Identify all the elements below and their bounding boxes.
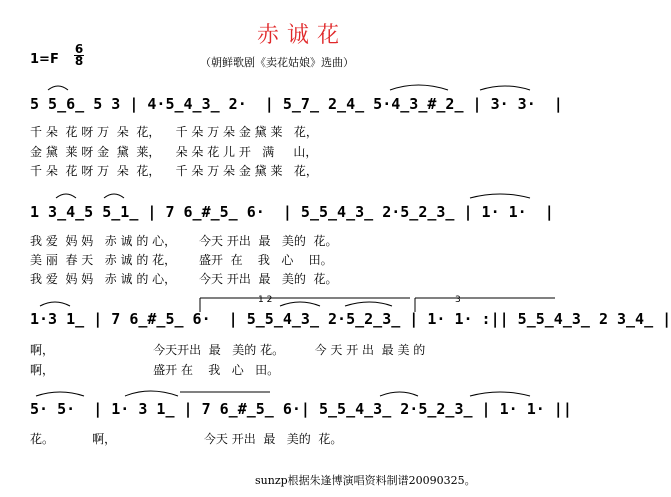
slur: [480, 86, 530, 90]
lyric-line-3-2: 啊， 盛开 在 我 心 田。: [30, 363, 280, 377]
lyric-line-4-1: 花。 啊， 今天 开出 最 美的 花。: [30, 432, 343, 446]
meter-bottom: 8: [74, 54, 84, 68]
slur: [56, 194, 76, 198]
song-title: 赤诚花: [256, 23, 347, 48]
slur: [280, 302, 320, 306]
notation-line-2: 1 3̲4̲5 5̲1̲ | 7 6̲#̲5̲ 6· | 5̲5̲4̲3̲ 2·5̲2̲3̲ | 1· 1· |: [30, 203, 554, 221]
notation-line-1: 5 5̲6̲ 5 3 | 4·5̲4̲3̲ 2· | 5̲7̲ 2̲4̲ 5·4̲3̲#̲2̲ | 3· 3· |: [30, 95, 563, 113]
notation-line-3: 1·3 1̲ | 7 6̲#̲5̲ 6· | 5̲5̲4̲3̲ 2·5̲2̲3̲ | 1· 1· :|| 5̲5̲4̲3̲ 2 3̲4̲ |: [30, 310, 671, 328]
slur: [36, 392, 84, 396]
slur: [470, 392, 530, 396]
notation-line-4: 5· 5· | 1· 3 1̲ | 7 6̲#̲5̲ 6·| 5̲5̲4̲3̲ 2·5̲2̲3̲ | 1· 1· ||: [30, 400, 572, 418]
meter-top: 6: [74, 42, 84, 56]
volta-label-1-2: 1 2: [258, 295, 273, 305]
song-subtitle: （朝鲜歌剧《卖花姑娘》选曲）: [200, 56, 354, 69]
lyric-line-2-1: 我 爱 妈 妈 赤 诚 的 心， 今天 开出 最 美的 花。: [30, 234, 338, 248]
lyric-line-1-1: 千 朵 花 呀 万 朵 花， 千 朵 万 朵 金 黛 莱 花，: [30, 125, 318, 139]
lyric-line-2-3: 我 爱 妈 妈 赤 诚 的 心， 今天 开出 最 美的 花。: [30, 272, 338, 286]
lyric-line-1-2: 金 黛 莱 呀 金 黛 莱， 朵 朵 花 儿 开 满 山，: [30, 145, 318, 159]
slur: [125, 391, 178, 396]
slur: [470, 194, 530, 198]
transcription-credit: sunzp根据朱逢博演唱资料制谱20090325。: [255, 474, 476, 487]
lyric-line-1-3: 千 朵 花 呀 万 朵 花， 千 朵 万 朵 金 黛 莱 花，: [30, 164, 318, 178]
slur: [345, 302, 392, 306]
volta-label-3: 3: [455, 295, 461, 305]
key-signature: 1=F: [30, 52, 59, 67]
slur: [48, 86, 68, 90]
slur: [40, 302, 70, 306]
slur: [380, 392, 418, 396]
slur: [104, 194, 124, 198]
slur: [390, 85, 448, 90]
lyric-line-3-1: 啊， 今天开出 最 美的 花。 今 天 开 出 最 美 的: [30, 343, 426, 357]
lyric-line-2-2: 美 丽 春 天 赤 诚 的 花， 盛开 在 我 心 田。: [30, 253, 333, 267]
time-signature: [74, 44, 84, 67]
